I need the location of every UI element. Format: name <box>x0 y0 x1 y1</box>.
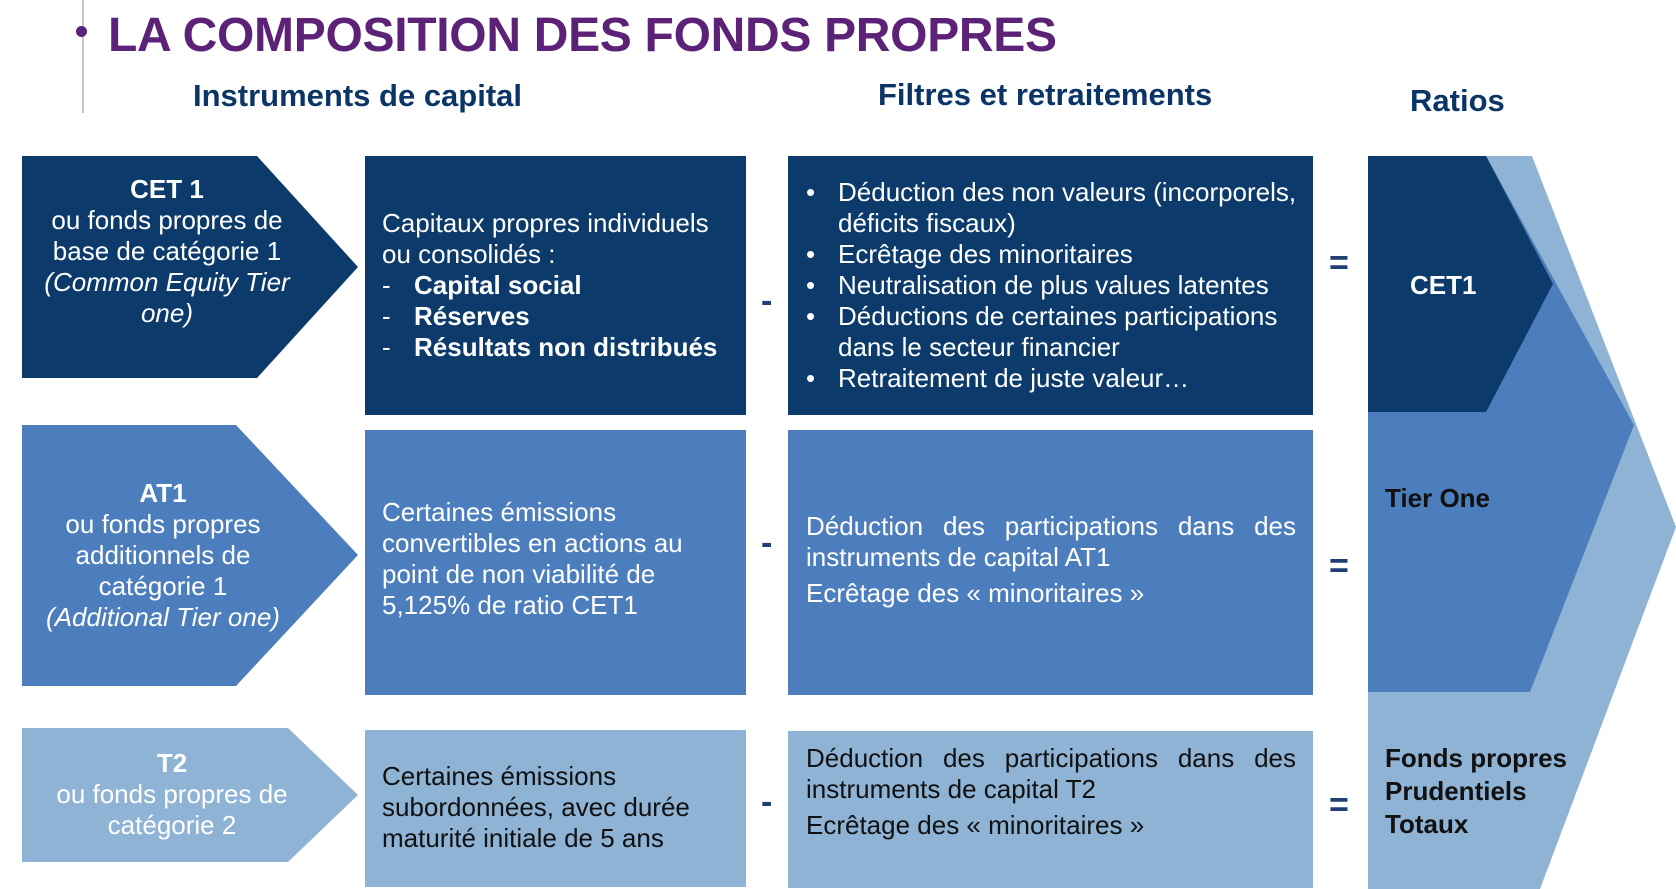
cet1-instrument-item: - Capital social <box>382 270 582 300</box>
cet1-tier-english: (Common Equity Tier one) <box>44 267 290 328</box>
cet1-filter-item: • Retraitement de juste valeur… <box>806 363 1190 393</box>
at1-tier-label-group <box>22 478 304 633</box>
cet1-tier-label-group <box>22 174 312 329</box>
t2-filter-line-2: Ecrêtage des « minoritaires » <box>806 810 1145 840</box>
cet1-filter-item: • Ecrêtage des minoritaires <box>806 239 1133 269</box>
t2-tier-label-group <box>22 748 322 841</box>
t2-filters-text <box>806 743 1296 841</box>
cet1-tier-desc-line-2: base de catégorie 1 <box>52 236 282 266</box>
column-header-instruments: Instruments de capital <box>193 78 523 113</box>
t2-minus-operator: - <box>761 783 773 821</box>
page-title: LA COMPOSITION DES FONDS PROPRES <box>108 9 1057 62</box>
at1-filter-line-2: Ecrêtage des « minoritaires » <box>806 578 1145 608</box>
total-ratio-label: Fonds propres Prudentiels Totaux <box>1385 743 1568 839</box>
cet1-instrument-item: - Réserves <box>382 301 530 331</box>
column-header-ratios: Ratios <box>1410 83 1505 118</box>
t2-equals-operator: = <box>1329 786 1349 824</box>
at1-tier-english: (Additional Tier one) <box>46 602 280 632</box>
tier-one-ratio-label: Tier One <box>1385 483 1491 513</box>
at1-filters-text <box>806 511 1296 609</box>
at1-instruments-text: Certaines émissions convertibles en actions au point de non viabilité de 5,125% de ratio CET1 <box>382 497 683 620</box>
t2-tier-title: T2 <box>156 748 188 778</box>
cet1-instrument-resultats: Résultats non distribués <box>414 332 718 362</box>
t2-tier-desc-line-1: ou fonds propres de <box>56 779 288 809</box>
cet1-tier-desc-line-1: ou fonds propres de <box>51 205 283 235</box>
at1-tier-desc-line-1: ou fonds propres <box>65 509 261 539</box>
t2-filter-line-1: Déduction des participations dans des instruments de capital T2 <box>806 743 1296 804</box>
at1-filter-line-1: Déduction des participations dans des instruments de capital AT1 <box>806 511 1296 572</box>
at1-tier-desc-line-2: additionnels de <box>75 540 251 570</box>
cet1-filter-item: • Déductions de certaines participations dans le secteur financier <box>806 301 1278 362</box>
cet1-instrument-reserves: Réserves <box>414 301 530 331</box>
cet1-instrument-capital-social: Capital social <box>414 270 582 300</box>
cet1-filter-item: • Neutralisation de plus values latentes <box>806 270 1269 300</box>
cet1-filters-text <box>788 177 1308 394</box>
cet1-filter-item: • Déduction des non valeurs (incorporels, déficits fiscaux) <box>806 177 1297 238</box>
t2-instruments-text: Certaines émissions subordonnées, avec durée maturité initiale de 5 ans <box>382 761 690 853</box>
cet1-instruments-intro: Capitaux propres individuels ou consolidés : <box>382 208 709 269</box>
cet1-instruments-text <box>382 208 737 363</box>
cet1-tier-title: CET 1 <box>130 174 204 204</box>
at1-equals-operator: = <box>1329 547 1349 585</box>
at1-tier-title: AT1 <box>139 478 187 508</box>
cet1-minus-operator: - <box>761 282 773 320</box>
at1-minus-operator: - <box>761 524 773 562</box>
at1-tier-desc-line-3: catégorie 1 <box>98 571 228 601</box>
column-header-filtres: Filtres et retraitements <box>878 77 1213 112</box>
cet1-instrument-item: - Résultats non distribués <box>382 332 718 362</box>
cet1-equals-operator: = <box>1329 244 1349 282</box>
cet1-ratio-label: CET1 <box>1410 270 1477 300</box>
t2-tier-desc-line-2: catégorie 2 <box>107 810 237 840</box>
